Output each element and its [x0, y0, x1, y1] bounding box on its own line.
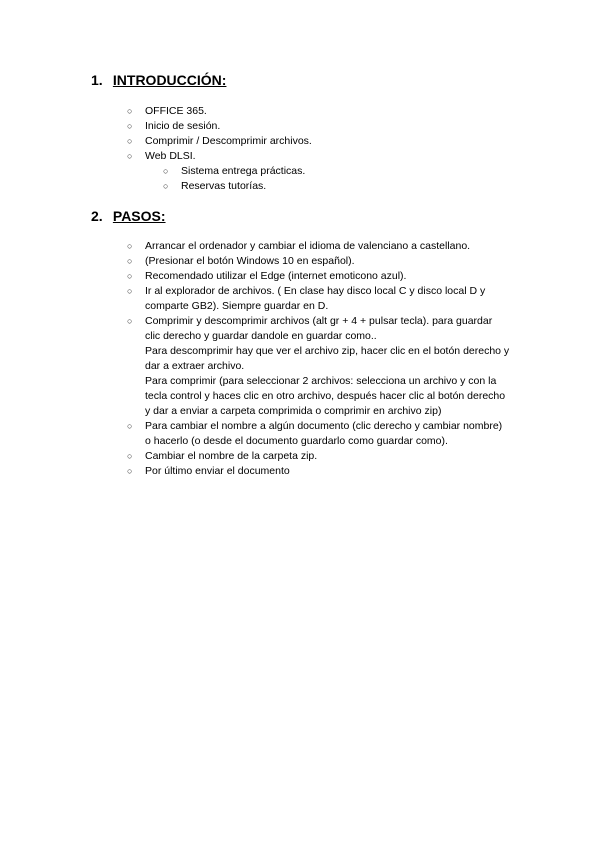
hollow-circle-bullet-icon: ○ [127, 271, 133, 281]
hollow-circle-bullet-icon: ○ [127, 451, 133, 461]
section-title: INTRODUCCIÓN: [112, 72, 227, 88]
list-item [0, 149, 510, 164]
list-item-text: Cambiar el nombre de la carpeta zip. [145, 450, 318, 462]
hollow-circle-bullet-icon: ○ [127, 421, 133, 431]
hollow-circle-bullet-icon: ○ [127, 286, 133, 296]
section-heading-pasos [91, 207, 166, 225]
sub-list-item [0, 179, 511, 194]
sub-list-item [0, 164, 511, 179]
list-item-text: Arrancar el ordenador y cambiar el idioma de valenciano a castellano. [145, 240, 471, 252]
list-item-text: (Presionar el botón Windows 10 en español). [145, 255, 355, 267]
hollow-circle-bullet-icon: ○ [127, 256, 133, 266]
list-item-text: Comprimir / Descomprimir archivos. [145, 135, 312, 147]
list-item-text: Recomendado utilizar el Edge (internet emoticono azul). [145, 270, 407, 282]
list-item [0, 284, 510, 314]
section-title: PASOS: [112, 208, 166, 224]
hollow-circle-bullet-icon: ○ [163, 166, 169, 176]
hollow-circle-bullet-icon: ○ [127, 136, 133, 146]
sub-list-item-text: Reservas tutorías. [181, 180, 267, 192]
list-item [0, 269, 510, 284]
list-item [0, 314, 510, 419]
list-item [0, 464, 510, 479]
hollow-circle-bullet-icon: ○ [127, 106, 133, 116]
hollow-circle-bullet-icon: ○ [127, 241, 133, 251]
list-item-text: Ir al explorador de archivos. ( En clase hay disco local C y disco local D y comparte GB2). Siempre guardar en D. [145, 285, 486, 312]
pasos-list [0, 239, 510, 479]
section-number: 2. [91, 208, 103, 224]
list-item [0, 104, 510, 119]
list-item-continuation: Para descomprimir hay que ver el archivo zip, hacer clic en el botón derecho y dar a extraer archivo. [145, 345, 510, 372]
hollow-circle-bullet-icon: ○ [127, 466, 133, 476]
list-item-text: Web DLSI. [145, 150, 196, 162]
list-item [0, 239, 510, 254]
hollow-circle-bullet-icon: ○ [127, 121, 133, 131]
list-item-text: Para cambiar el nombre a algún documento (clic derecho y cambiar nombre) o hacerlo (o desde el documento guardarlo como guardar como). [145, 420, 503, 447]
intro-list [0, 104, 511, 194]
list-item-text: Comprimir y descomprimir archivos (alt gr + 4 + pulsar tecla). para guardar clic derecho y guardar dandole en guardar como.. [145, 315, 493, 342]
list-item [0, 419, 510, 449]
list-item [0, 254, 510, 269]
section-heading-introduccion [91, 71, 226, 89]
list-item [0, 134, 510, 149]
list-item-text: Por último enviar el documento [145, 465, 290, 477]
hollow-circle-bullet-icon: ○ [163, 181, 169, 191]
list-item [0, 119, 510, 134]
hollow-circle-bullet-icon: ○ [127, 151, 133, 161]
hollow-circle-bullet-icon: ○ [127, 316, 133, 326]
sub-list-item-text: Sistema entrega prácticas. [181, 165, 306, 177]
list-item [0, 449, 510, 464]
section-number: 1. [91, 72, 103, 88]
list-item-text: Inicio de sesión. [145, 120, 221, 132]
list-item-text: OFFICE 365. [145, 105, 207, 117]
list-item-continuation: Para comprimir (para seleccionar 2 archivos: selecciona un archivo y con la tecla control y haces clic en otro archivo, después hacer clic al botón derecho y dar a enviar a carpeta comprimida o comprimir en archivo zip) [145, 375, 506, 417]
